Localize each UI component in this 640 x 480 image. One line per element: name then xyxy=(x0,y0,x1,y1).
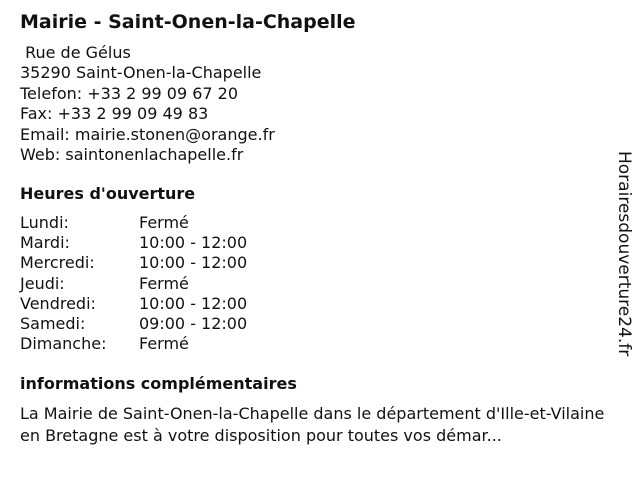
day-hours: 10:00 - 12:00 xyxy=(139,293,248,313)
day-hours: Fermé xyxy=(139,273,189,293)
day-label: Vendredi: xyxy=(20,293,96,313)
hours-row-wednesday xyxy=(20,253,247,273)
hours-row-sunday xyxy=(20,334,247,354)
day-hours: Fermé xyxy=(139,334,189,354)
email-address[interactable]: Email: mairie.stonen@orange.fr xyxy=(20,124,275,144)
day-hours: Fermé xyxy=(139,213,189,232)
watermark-text: Horairesdouverture24.fr xyxy=(614,150,634,357)
day-hours: 10:00 - 12:00 xyxy=(139,253,248,273)
day-label: Lundi: xyxy=(20,213,69,232)
site-watermark xyxy=(614,136,634,371)
website-link[interactable]: Web: saintonenlachapelle.fr xyxy=(20,145,244,165)
day-hours: 10:00 - 12:00 xyxy=(139,233,248,253)
fax-number: Fax: +33 2 99 09 49 83 xyxy=(20,104,209,124)
day-label: Dimanche: xyxy=(20,334,107,354)
opening-hours-table xyxy=(20,213,247,354)
day-label: Mercredi: xyxy=(20,253,95,273)
hours-row-thursday xyxy=(20,274,247,294)
page-title: Mairie - Saint-Onen-la-Chapelle xyxy=(20,11,356,33)
day-label: Mardi: xyxy=(20,233,70,253)
day-label: Samedi: xyxy=(20,314,86,334)
street-address: Rue de Gélus xyxy=(20,43,131,62)
info-heading: informations complémentaires xyxy=(20,374,297,393)
city-address: 35290 Saint-Onen-la-Chapelle xyxy=(20,63,262,83)
phone-number[interactable]: Telefon: +33 2 99 09 67 20 xyxy=(20,83,239,103)
hours-heading: Heures d'ouverture xyxy=(20,184,196,203)
day-hours: 09:00 - 12:00 xyxy=(139,314,248,334)
contact-block xyxy=(20,43,275,165)
hours-row-saturday xyxy=(20,314,247,334)
info-description: La Mairie de Saint-Onen-la-Chapelle dans le département d'Ille-et-Vilaine en Bretagne est à votre disposition pour toutes vos démar... xyxy=(20,404,605,445)
day-label: Jeudi: xyxy=(20,273,65,293)
hours-row-friday xyxy=(20,294,247,314)
hours-row-monday xyxy=(20,213,247,233)
hours-row-tuesday xyxy=(20,233,247,253)
